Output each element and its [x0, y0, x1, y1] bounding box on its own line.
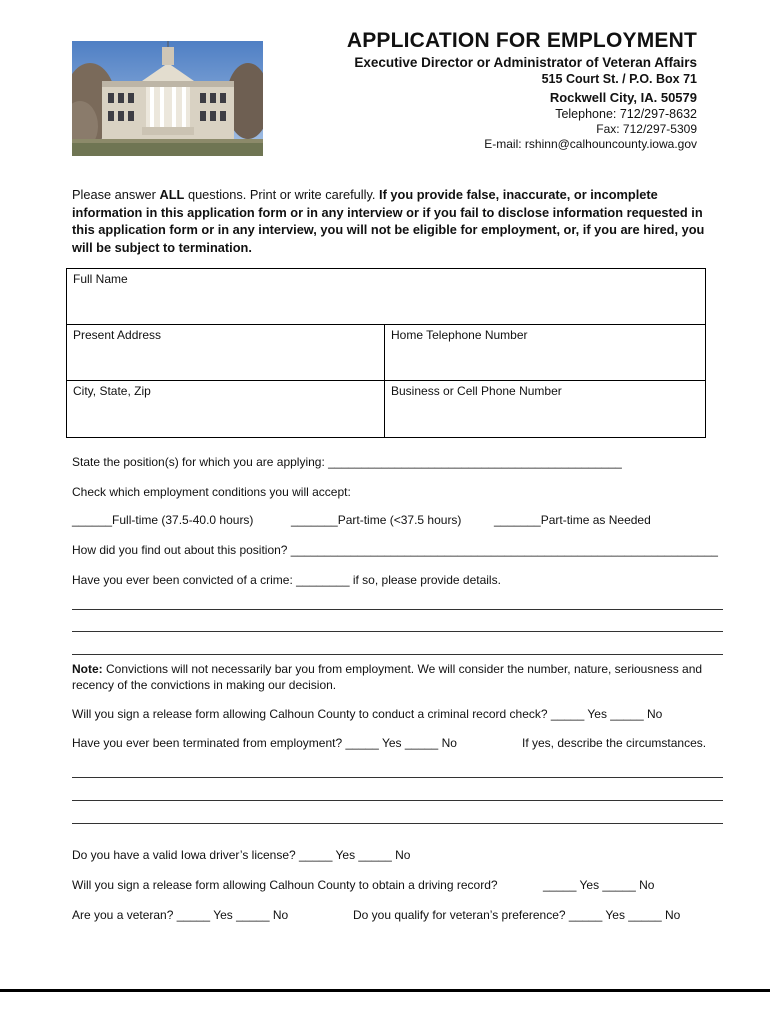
- as-needed-option[interactable]: _______Part-time as Needed: [494, 513, 651, 527]
- instructions-paragraph: [72, 186, 722, 256]
- crime-details-line-2[interactable]: [72, 631, 723, 632]
- conditions-question: Check which employment conditions you will accept:: [72, 485, 351, 499]
- note-label: Note:: [72, 662, 103, 676]
- criminal-check-question[interactable]: Will you sign a release form allowing Calhoun County to conduct a criminal record check? _____ Yes _____ No: [72, 707, 663, 721]
- business-phone-field[interactable]: [385, 381, 705, 437]
- crime-details-line-1[interactable]: [72, 609, 723, 610]
- crime-details-line-3[interactable]: [72, 654, 723, 655]
- veteran-question[interactable]: Are you a veteran? _____ Yes _____ No: [72, 908, 289, 922]
- city-state-zip-label: City, State, Zip: [73, 384, 151, 398]
- intro-part-1: Please answer: [72, 187, 160, 202]
- city-state-zip-field[interactable]: [67, 381, 385, 437]
- driving-record-question: Will you sign a release form allowing Calhoun County to obtain a driving record?: [72, 878, 498, 892]
- present-address-label: Present Address: [73, 328, 162, 342]
- address-line-1: 515 Court St. / P.O. Box 71: [541, 72, 697, 86]
- note-text: Convictions will not necessarily bar you from employment. We will consider the number, nature, seriousness and recency of the convictions in making our decision.: [72, 662, 703, 692]
- position-subtitle: Executive Director or Administrator of Veteran Affairs: [354, 55, 697, 70]
- veteran-preference-question[interactable]: Do you qualify for veteran’s preference? _____ Yes _____ No: [353, 908, 681, 922]
- convictions-note: [72, 662, 722, 693]
- crime-question[interactable]: Have you ever been convicted of a crime: ________ if so, please provide details.: [72, 573, 501, 587]
- parttime-option[interactable]: _______Part-time (<37.5 hours): [291, 513, 462, 527]
- intro-warning: If you provide false, inaccurate, or incomplete information in this application form or in any interview or if you fail to disclose information requested in this application form or in any interview, you will not be eligible for employment, or, if you are hired, you will be subject to termination.: [72, 187, 705, 255]
- intro-all-emphasis: ALL: [159, 187, 185, 202]
- courthouse-photo-icon: [72, 41, 263, 156]
- home-phone-label: Home Telephone Number: [391, 328, 528, 342]
- home-phone-field[interactable]: [385, 325, 705, 381]
- business-phone-label: Business or Cell Phone Number: [391, 384, 562, 398]
- termination-details-line-1[interactable]: [72, 777, 723, 778]
- present-address-field[interactable]: [67, 325, 385, 381]
- intro-part-3: questions. Print or write carefully.: [184, 187, 380, 202]
- form-title: APPLICATION FOR EMPLOYMENT: [346, 29, 697, 52]
- full-name-label: Full Name: [73, 272, 128, 286]
- courthouse-photo: [72, 41, 263, 156]
- position-question[interactable]: State the position(s) for which you are applying: ____________________________________________: [72, 455, 622, 469]
- fulltime-option[interactable]: ______Full-time (37.5-40.0 hours): [72, 513, 254, 527]
- full-name-field[interactable]: [67, 269, 705, 325]
- email: E-mail: rshinn@calhouncounty.iowa.gov: [484, 137, 697, 151]
- found-out-question[interactable]: How did you find out about this position? ________________________________________________________________: [72, 543, 718, 557]
- fax: Fax: 712/297-5309: [596, 122, 697, 136]
- termination-details-line-2[interactable]: [72, 800, 723, 801]
- license-question[interactable]: Do you have a valid Iowa driver’s license? _____ Yes _____ No: [72, 848, 411, 862]
- terminated-question[interactable]: Have you ever been terminated from employment? _____ Yes _____ No: [72, 736, 457, 750]
- page-bottom-rule: [0, 989, 770, 992]
- terminated-describe: If yes, describe the circumstances.: [522, 736, 707, 750]
- driving-record-answer[interactable]: _____ Yes _____ No: [543, 878, 655, 892]
- telephone: Telephone: 712/297-8632: [555, 107, 697, 121]
- address-line-2: Rockwell City, IA. 50579: [549, 90, 697, 105]
- termination-details-line-3[interactable]: [72, 823, 723, 824]
- personal-info-table: [66, 268, 706, 438]
